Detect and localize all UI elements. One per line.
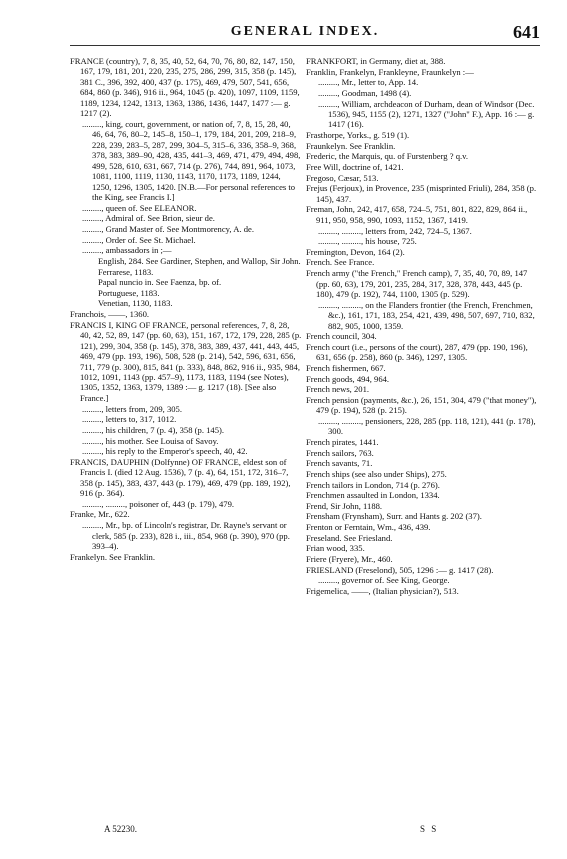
header-rule xyxy=(70,45,540,46)
index-entry: ........., Mr., letter to, App. 14. xyxy=(318,77,419,88)
index-entry: Franklin, Frankelyn, Frankleyne, Fraunkelyn :— xyxy=(306,66,474,77)
index-column-left xyxy=(70,56,302,816)
index-entry: Papal nuncio in. See Faenza, bp. of. xyxy=(98,277,222,288)
index-entry: ........., ........., poisoner of, 443 (p. 179), 479. xyxy=(82,498,235,509)
index-entry: Friere (Fryere), Mr., 460. xyxy=(306,554,393,565)
index-entry: Free Will, doctrine of, 1421. xyxy=(306,162,404,173)
index-entry: ........., his children, 7 (p. 4), 358 (p. 145). xyxy=(82,424,225,435)
index-entry: Fremington, Devon, 164 (2). xyxy=(306,246,405,257)
index-entry: French news, 201. xyxy=(306,384,370,395)
index-entry: Frian wood, 335. xyxy=(306,543,365,554)
index-entry: Frenchmen assaulted in London, 1334. xyxy=(306,490,440,501)
index-entry: Frensham (Frynsham), Surr. and Hants g. 202 (37). xyxy=(306,511,482,522)
index-entry: French savants, 71. xyxy=(306,458,373,469)
index-entry: Frasthorpe, Yorks., g. 519 (1). xyxy=(306,130,410,141)
index-entry: French sailors, 763. xyxy=(306,447,374,458)
index-entry: Freman, John, 242, 417, 658, 724–5, 751, 801, 822, 829, 864 ii., 911, 950, 958, 990, 1093, 1152, 1367, 1419. xyxy=(306,204,528,225)
index-entry: FRANCIS, DAUPHIN (Dolfynne) OF FRANCE, eldest son of Francis I. (died 12 Aug. 1536), 7 (p. 4), 64, 151, 172, 316–7, 358 (p. 145), 383, 437, 443 (p. 179), 469, 479 (pp. 189, 192), 916 (p. 364). xyxy=(70,456,291,499)
footer-sheet-mark: S S xyxy=(420,824,439,834)
index-entry: ........., letters to, 317, 1012. xyxy=(82,414,177,425)
index-entry: FRANKFORT, in Germany, diet at, 388. xyxy=(306,56,446,66)
index-entry: French army ("the French," French camp), 7, 35, 40, 70, 89, 147 (pp. 60, 63), 179, 201, 235, 284, 317, 328, 378, 443, 445 (p. 180), 479 (p. 192), 744, 1100, 1305 (p. 529). xyxy=(306,268,528,299)
index-entry: Frankelyn. See Franklin. xyxy=(70,551,155,562)
index-entry: ........., ........., on the Flanders frontier (the French, Frenchmen, &c.), 161, 171, 183, 254, 421, 439, 498, 507, 697, 710, 832, 882, 905, 1000, 1359. xyxy=(318,299,535,331)
page-header xyxy=(70,24,540,42)
index-entry: French pirates, 1441. xyxy=(306,437,379,447)
index-entry: Franke, Mr., 622. xyxy=(70,509,130,520)
index-entry: ........., ambassadors in ;— xyxy=(82,245,172,256)
index-entry: FRANCE (country), 7, 8, 35, 40, 52, 64, 70, 76, 80, 82, 147, 150, 167, 179, 181, 201, 220, 235, 275, 286, 299, 315, 358 (p. 145), 381 C., 396, 392, 400, 437 (p. 175), 469, 479, 507, 541, 656, 684, 860 (p. 346), 916 ii., 964, 1045 (p. 420), 1097, 1109, 1159, 1189, 1234, 1242, 1313, 1363, 1386, 1436, 1447, 1477 :— g. 1217 (2). xyxy=(70,56,300,119)
index-entry: FRANCIS I, KING OF FRANCE, personal references, 7, 8, 28, 40, 42, 52, 89, 147 (pp. 60, 63), 151, 167, 172, 179, 228, 285 (p. 121), 299, 304, 358 (p. 145), 378, 383, 389, 437, 441, 443, 445, 469, 479 (pp. 193, 196), 508, 528 (p. 214), 542, 596, 631, 656, 711, 779 (p. 300), 815, 841 (p. 333), 848, 862, 916 ii., 935, 984, 1012, 1091, 1143 (pp. 457–9), 1173, 1183, 1194 (see Notes), 1305, 1352, 1363, 1379, 1389 :— g. 1217 (18). [See also France.] xyxy=(70,319,302,403)
index-entry: ........., Order of. See St. Michael. xyxy=(82,234,196,245)
page-title: GENERAL INDEX. xyxy=(230,24,380,39)
index-entry: ........., Goodman, 1498 (4). xyxy=(318,87,412,98)
index-entry: ........., Mr., bp. of Lincoln's registrar, Dr. Rayne's servant or clerk, 585 (p. 233), 828 i., iii., 854, 968 (p. 390), 970 (pp. 393–4). xyxy=(82,520,290,551)
index-entry: Frend, Sir John, 1188. xyxy=(306,500,383,511)
index-entry: ........., William, archdeacon of Durham, dean of Windsor (Dec. 1536), 945, 1155 (2), 1271, 1327 ("John" F.), App. 16 :— g. 1417 (16). xyxy=(318,98,535,130)
index-entry: French fishermen, 667. xyxy=(306,362,386,373)
index-entry: ........., letters from, 209, 305. xyxy=(82,403,183,414)
index-entry: ........., Grand Master of. See Montmorency, A. de. xyxy=(82,224,254,234)
index-entry: French tailors in London, 714 (p. 276). xyxy=(306,479,440,490)
index-entry: Frigemelica, ——, (Italian physician?), 513. xyxy=(306,585,459,596)
index-entry: ........., ........., pensioners, 228, 285 (pp. 118, 121), 441 (p. 178), 300. xyxy=(318,415,536,437)
index-column-right xyxy=(306,56,538,816)
page-number: 641 xyxy=(513,22,540,42)
index-entry: French pension (payments, &c.), 26, 151, 304, 479 ("that money"), 479 (p. 194), 528 (p. 215). xyxy=(306,394,537,416)
index-entry: ........., governor of. See King, George. xyxy=(318,575,450,586)
index-entry: ........., ........., letters from, 242, 724–5, 1367. xyxy=(318,225,472,236)
index-entry: French goods, 494, 964. xyxy=(306,373,390,384)
index-entry: Franchois, ——, 1360. xyxy=(70,309,150,320)
index-entry: French court (i.e., persons of the court), 287, 479 (pp. 190, 196), 631, 656 (p. 258), 860 (p. 346), 1297, 1305. xyxy=(306,341,528,363)
index-entry: Frejus (Ferjoux), in Provence, 235 (misprinted Friuli), 284, 358 (p. 145), 437. xyxy=(306,183,537,204)
footer-signature-mark: A 52230. xyxy=(104,824,138,834)
index-entry: French council, 304. xyxy=(306,331,377,342)
index-entry: Fraunkelyn. See Franklin. xyxy=(306,140,396,151)
index-entry: Frederic, the Marquis, qu. of Furstenberg ? q.v. xyxy=(306,151,469,162)
index-entry: ........., queen of. See ELEANOR. xyxy=(82,202,197,213)
index-entry: Venetian, 1130, 1183. xyxy=(98,298,173,309)
index-entry: Ferrarese, 1183. xyxy=(98,266,154,277)
index-entry: Freseland. See Friesland. xyxy=(306,532,393,543)
index-entry: French ships (see also under Ships), 275. xyxy=(306,468,447,479)
index-entry: FRIESLAND (Freselond), 505, 1296 :— g. 1417 (28). xyxy=(306,564,494,575)
index-entry: ........., his mother. See Louisa of Savoy. xyxy=(82,435,219,446)
index-entry: Portuguese, 1183. xyxy=(98,287,160,298)
index-entry: Fregoso, Cæsar, 513. xyxy=(306,172,379,183)
index-entry: ........., his reply to the Emperor's speech, 40, 42. xyxy=(82,446,248,457)
index-entry: ........., king, court, government, or nation of, 7, 8, 15, 28, 40, 46, 64, 76, 80–2, 145–8, 150–1, 179, 184, 201, 209, 218–9, 228, 239, 283–5, 287, 299, 304–5, 315–6, 336, 358–9, 368, 378, 383, 389–90, 428, 435, 441–3, 469, 471, 479, 494, 498, 499, 528, 610, 631, 667, 714 (p. 276), 744, 891, 964, 1073, 1081, 1100, 1119, 1130, 1143, 1170, 1173, 1189, 1244, 1250, 1296, 1305, 1420. [N.B.—For personal references to the King, see Francis I.] xyxy=(82,118,301,203)
index-entry: French. See France. xyxy=(306,257,375,268)
index-entry: ........., Admiral of. See Brion, sieur de. xyxy=(82,213,215,224)
index-entry: English, 284. See Gardiner, Stephen, and Wallop, Sir John. xyxy=(98,255,301,266)
index-entry: Frenton or Ferntain, Wm., 436, 439. xyxy=(306,522,431,533)
index-entry: ........., ........., his house, 725. xyxy=(318,236,417,247)
